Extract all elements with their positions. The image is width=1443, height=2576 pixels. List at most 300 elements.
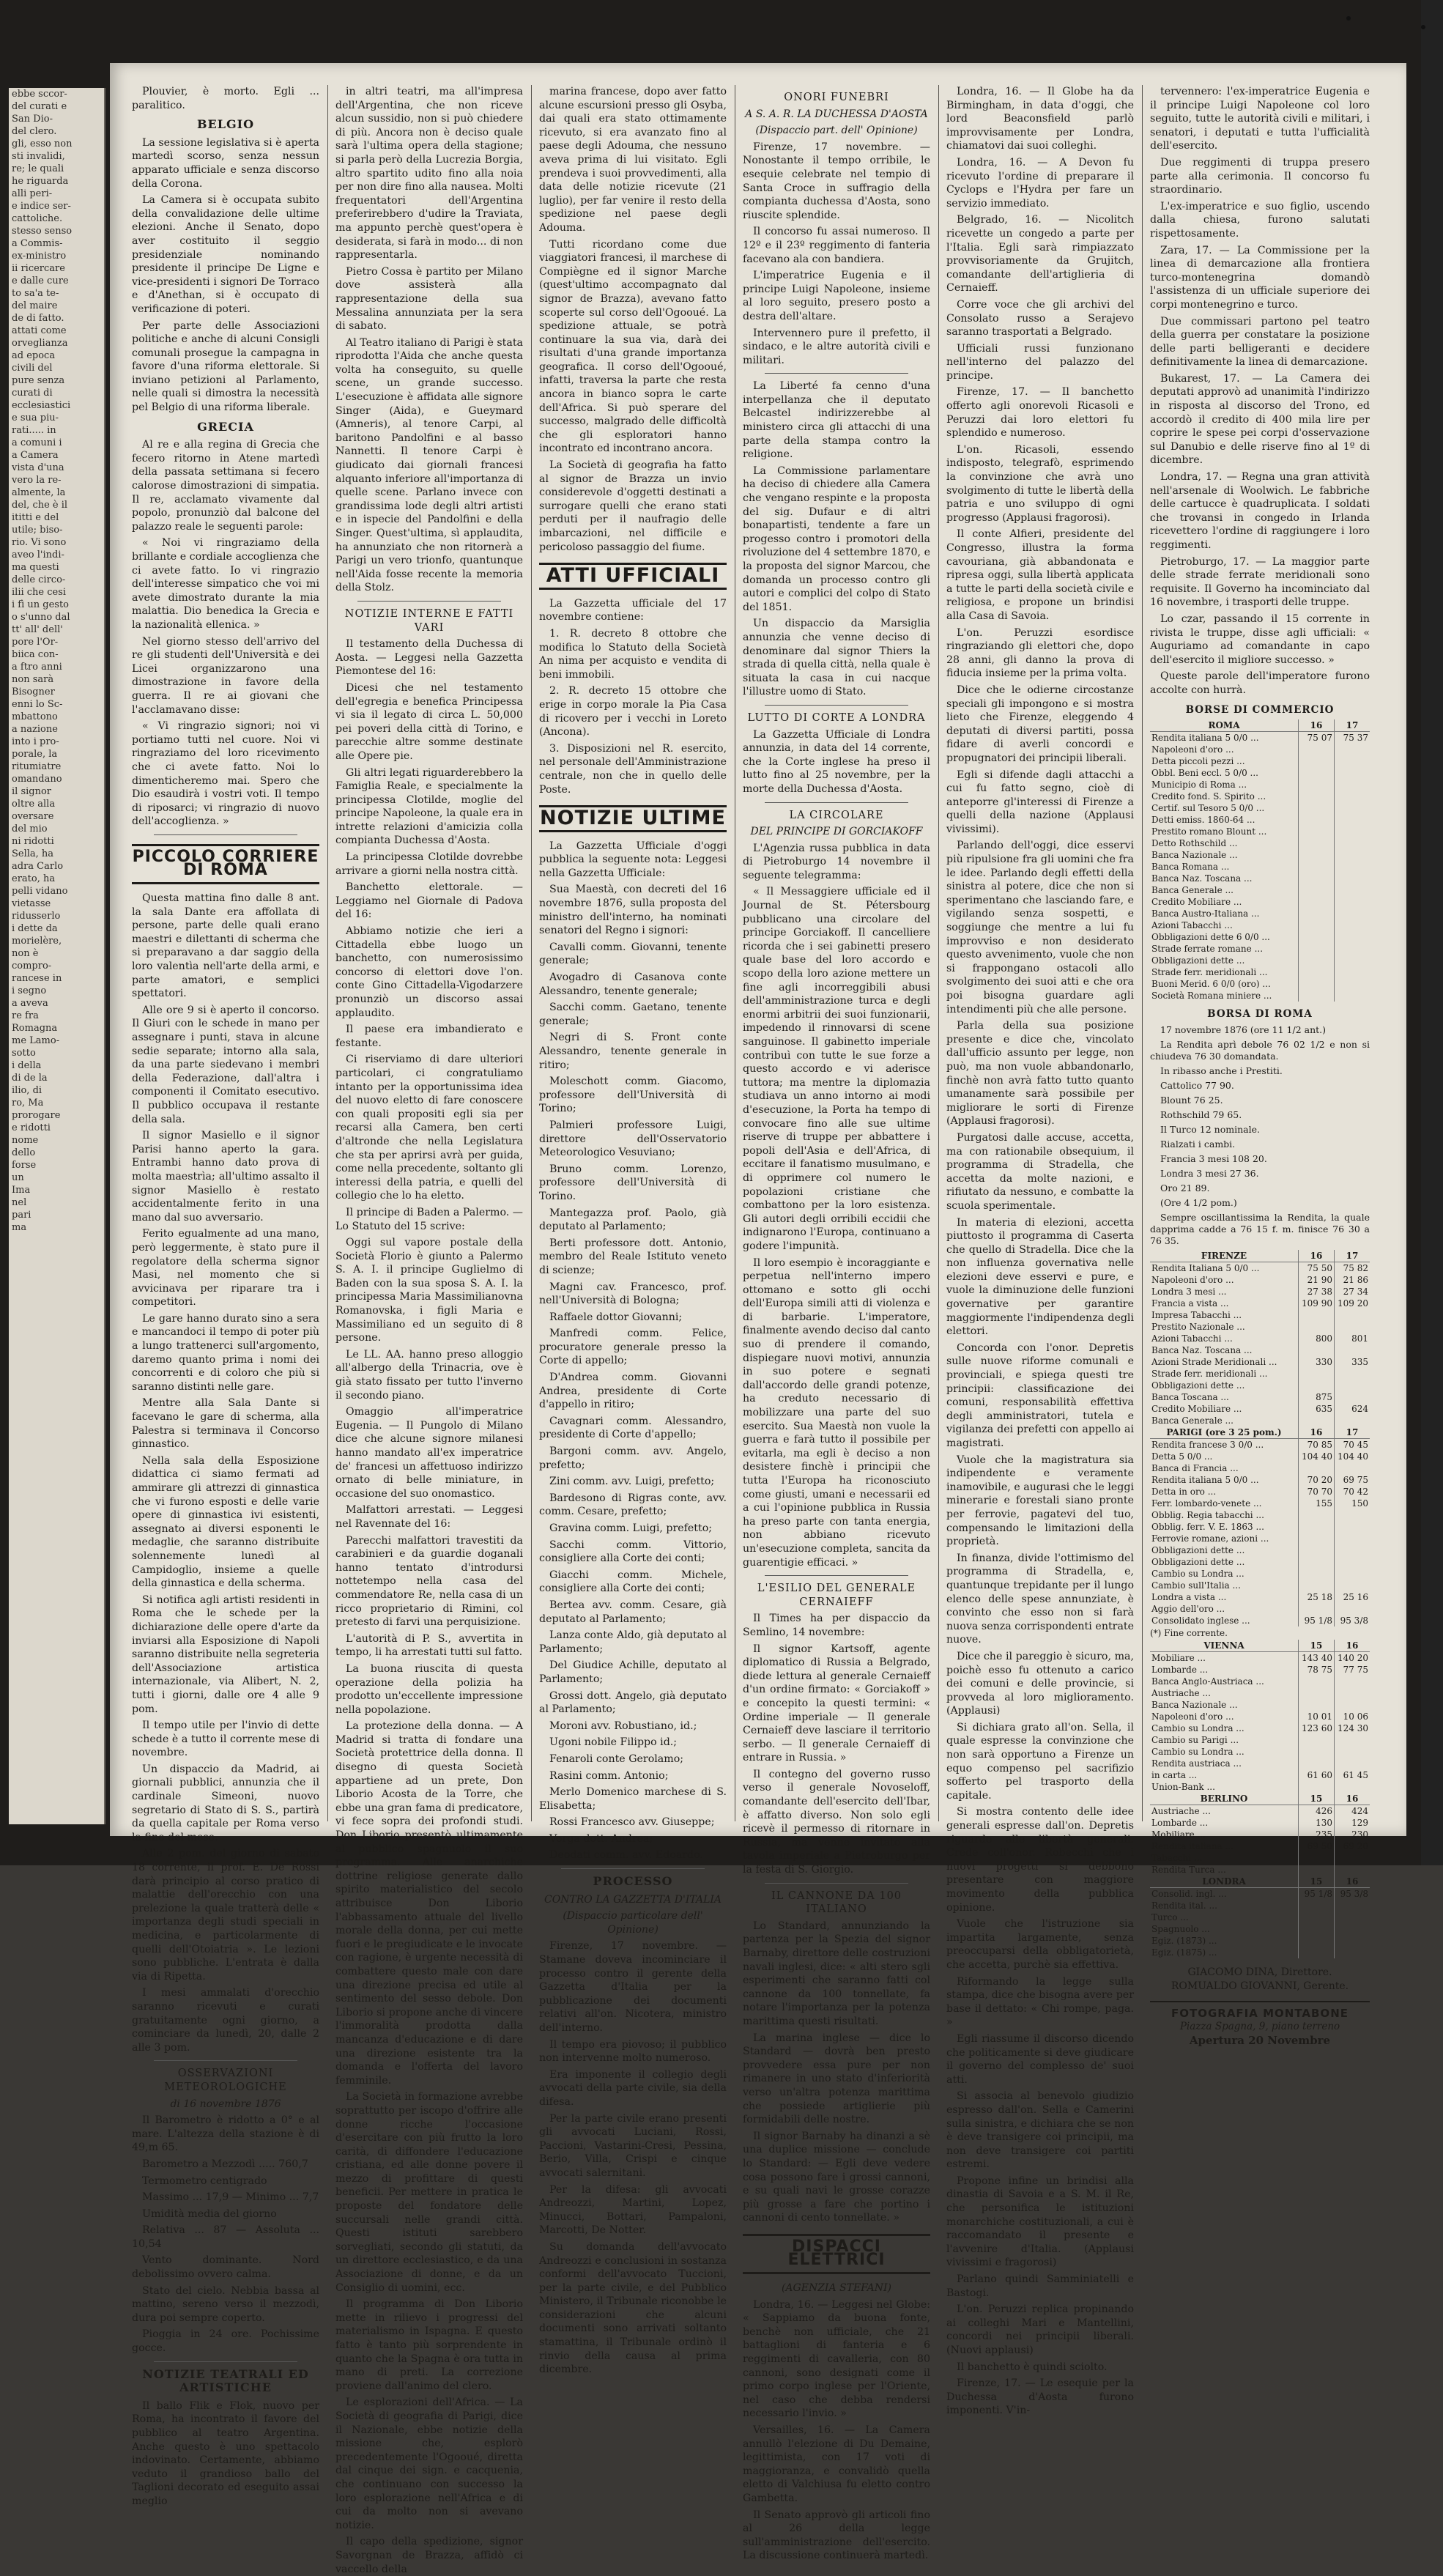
column-rule	[327, 85, 328, 1821]
paragraph: Giacchi comm. Michele, consigliere alla Corte dei conti;	[539, 1569, 727, 1595]
paragraph: Deodati comm. avv. Edoardo.	[549, 1849, 703, 1862]
facing-page-line: ex-ministro	[12, 251, 67, 262]
security-name: Banca Austro-Italiana ...	[1150, 908, 1299, 919]
paragraph: Alle 2 pom. del giorno di sabato 18 corrente, il prof. E. De Rossi darà principio al corso pratico di malattie dell'orecchio con una prelezione la quale tratterà delle « importanza degli studi speciali in medicina, e particolarmente di quelli dell'Otoiatria ». Le lezioni sono pubbliche. L'entrata è dalla via di Ripetta.	[132, 1848, 319, 1983]
paragraph: Vuole che l'istruzione sia impartita largamente, senza preoccuparsi della obbligatorietà, che accetta, purchè sia effettiva.	[946, 1918, 1134, 1971]
quote-value: 69 75	[1343, 1474, 1368, 1485]
quote-value	[1335, 849, 1370, 861]
ad-address: Piazza Spagna, 9, piano terreno	[1179, 2021, 1340, 2033]
facing-page-line: i fì un gesto	[12, 599, 70, 610]
table-row	[1150, 1391, 1370, 1403]
paragraph: Parlano quindi Samminiatelli e Bastogi.	[946, 2273, 1134, 2299]
paragraph: Il concorso fu assai numeroso. Il 12º e il 23º reggimento di fanteria facevano ala con bandiera.	[743, 226, 930, 265]
security-name: Prestito romano Blount ...	[1150, 826, 1299, 837]
facing-page-line: i dette da	[12, 923, 58, 934]
quote-value	[1299, 1746, 1335, 1758]
paragraph: Il Times ha per dispaccio da Semlino, 14 novembre:	[743, 1613, 930, 1638]
article-body	[743, 1920, 930, 2225]
article-body	[539, 1939, 727, 2376]
quote-value	[1335, 1415, 1370, 1426]
quote-value	[1299, 884, 1335, 896]
table-row	[1150, 896, 1370, 908]
quote-value	[1335, 1746, 1370, 1758]
paragraph: Francia 3 mesi 108 20.	[1160, 1152, 1267, 1164]
facing-page-line: morielère,	[12, 936, 62, 947]
paragraph: Pietroburgo, 17. — La maggior parte delle strade ferrate meridionali sono requisite. Il Governo ha incominciato dal 16 novembre, i trasporti delle truppe.	[1150, 555, 1370, 609]
facing-page-line: nel	[12, 1197, 27, 1208]
article-body	[132, 892, 319, 2054]
article-body	[743, 728, 930, 796]
director-signature: GIACOMO DINA, Direttore.	[1187, 1966, 1332, 1979]
paragraph: Tutti ricordano come due viaggiatori francesi, il marchese di Compiègne ed il signor Marche (quest'ultimo accompagnato dal signor de Brazza), avevano fatto scoperte sul corso dell'Ogooué. La spedizione attuale, se potrà continuare la sua via, darà dei risultati d'una grande importanza geografica. Il corso dell'Ogooué, infatti, traversa la parte che resta ancora in bianco sopra le carte dell'Africa. Si può sperare del successo, malgrado delle difficoltà che gli esploratori hanno incontrato ed incontrano ancora.	[539, 238, 727, 455]
paragraph: Le esplorazioni dell'Africa. — La Società di geografia di Parigi, dice il Nazionale, ebbe notizie della missione che, esplorò precedentemente l'Ogooué, diretta dal cinque dei sign. e cacquenia, che continuano con successo la loro esplorazione nell'Africa e di cui da molto non si avevano notizie.	[335, 2397, 523, 2531]
table-row	[1150, 1676, 1370, 1687]
security-name: Egiz. (1873) ...	[1150, 1935, 1299, 1947]
quote-value	[1299, 943, 1335, 955]
article-body	[539, 840, 727, 1862]
section-heading-borsa-roma: BORSA DI ROMA	[1207, 1008, 1313, 1021]
paragraph: La Società di geografia ha fatto al signor de Brazza un invio considerevole d'oggetti destinati a surrogare quelli che erano stati perduti per il naufragio delle imbarcazioni, nel difficile e pericoloso passaggio del fiume.	[539, 459, 727, 553]
article-body	[132, 2399, 319, 2509]
paragraph: In finanza, divide l'ottimismo del programma di Stradella, e, quantunque trepidante per il lungo elenco delle spese annunziate, è convinto che esso non si farà nuova senza corrispondenti entrate nuove.	[946, 1552, 1134, 1646]
table-row	[1150, 1333, 1370, 1344]
facing-page-line: compro-	[12, 961, 52, 971]
quote-value	[1299, 1415, 1335, 1426]
table-row	[1150, 1462, 1370, 1474]
manager-signature: ROMUALDO GIOVANNI, Gerente.	[1171, 1980, 1349, 1992]
quote-value: 61 60	[1299, 1769, 1335, 1781]
facing-page-line: re; le quali	[12, 163, 64, 174]
paragraph: Rossi Francesco avv. Giuseppe;	[549, 1816, 715, 1829]
table-row	[1150, 1521, 1370, 1533]
quote-value: 95 3/8	[1340, 1615, 1368, 1626]
security-name: Consolid. ingl. ...	[1150, 1888, 1299, 1900]
paragraph: Firenze, 17. — Il banchetto offerto agli onorevoli Ricasoli e Peruzzi dai loro elettori fu splendido e numeroso.	[946, 386, 1134, 440]
quote-value	[1299, 1580, 1335, 1591]
facing-page-line: del, che è il	[12, 500, 68, 511]
article-body	[743, 1612, 930, 1876]
paragraph: Londra, 16. — Leggesi nel Globe: « Sappiamo da buona fonte, benchè non ufficiale, che 21 battaglioni di fanteria e 6 reggimenti di cavalleria, con 80 cannoni, sono designati come il primo corpo inglese per l'Oriente, nel caso che debba rendersi necessario l'invio. »	[743, 2298, 930, 2420]
quote-value: 21 90	[1299, 1274, 1335, 1286]
paragraph: Zara, 17. — La Commissione per la linea di demarcazione alla frontiera turco-montenegrina domandò l'assistenza di un ufficiale superiore dei corpi montenegrino e turco.	[1150, 244, 1370, 311]
quote-value	[1299, 849, 1335, 861]
table-row	[1150, 1699, 1370, 1711]
article-text: Plouvier, è morto. Egli ... paralitico.	[132, 86, 319, 111]
security-name: Banca Anglo-Austriaca ...	[1150, 1676, 1299, 1687]
facing-page-line: ilio, di	[12, 1085, 42, 1096]
table-row	[1150, 1805, 1370, 1818]
facing-page-line: pari	[12, 1210, 31, 1221]
facing-page-line: orveglianza	[12, 338, 68, 349]
paragraph: Grossi dott. Angelo, già deputato al Parlamento;	[539, 1689, 727, 1716]
paragraph: Cattolico 77 90.	[1160, 1079, 1234, 1091]
quote-value	[1299, 1676, 1335, 1687]
table-header	[1150, 719, 1370, 732]
paragraph: Egli si difende dagli attacchi a cui fu fatto segno, cioè di anteporre gl'interessi di Firenze a quelli della nazione (Applausi vivissimi).	[946, 769, 1134, 835]
table-row	[1150, 826, 1370, 837]
facing-page-line: a Camera	[12, 450, 59, 461]
article-body	[1150, 1024, 1370, 1247]
security-name: Buoni Merid. 6 0/0 (oro) ...	[1150, 978, 1299, 990]
column-header: 16	[1299, 1426, 1335, 1439]
quote-value: 424	[1351, 1806, 1368, 1817]
quote-value: 104 40	[1338, 1451, 1368, 1462]
security-name: Cambio su Parigi ...	[1150, 1734, 1299, 1746]
security-name: Francia a vista ...	[1150, 1298, 1299, 1309]
column-5	[946, 85, 1134, 2417]
paragraph: Ufficiali russi funzionano nell'interno del palazzo del principe.	[946, 342, 1134, 382]
paragraph: Versailles, 16. — La Camera annullò l'elezione di Du Demaine, legittimista, con 17 voti di maggioranza, e convalidò quella eletto di Valchiusa fu eletto contro Gambetta.	[743, 2424, 930, 2504]
paragraph: Al re e alla regina di Grecia che fecero ritorno in Atene martedì della passata settimana si fecero calorose dimostrazioni di simpatia. Il re, acclamato vivamente dal popolo, pronunziò dal balcone del palazzo reale le seguenti parole:	[132, 439, 319, 533]
paragraph: Cavagnari comm. Alessandro, presidente di Corte d'appello;	[539, 1415, 727, 1441]
paragraph: La Società in formazione avrebbe soprattutto per iscopo d'offrire alle donne ricche l'occasione d'esercitare con più frutto la loro carità, di diffondere l'educazione cristiana, ed alle donne povere il mezzo di profittare di questi beneficii. Per mettere in pratica le proposte del fondatore delle succursali nelle grandi città. Questi istituti sarebbero sorvegliati, secondo gli statuti, da un direttore ecclesiastico, e da una Associazione di donne, e da un Consiglio di uomini, ecc.	[335, 2091, 523, 2294]
facing-page-line: biica con-	[12, 649, 59, 660]
quote-value	[1335, 1603, 1370, 1615]
facing-page-line: ma	[12, 1222, 27, 1233]
quote-value	[1335, 1509, 1370, 1521]
paragraph: Berti professore dott. Antonio, membro del Reale Istituto veneto di scienze;	[539, 1237, 727, 1276]
security-name: Credito Mobiliare ...	[1150, 896, 1299, 908]
quote-value: 143 40	[1299, 1652, 1335, 1665]
security-name: Strade ferr. meridionali ...	[1150, 966, 1299, 978]
table-title: BERLINO	[1150, 1793, 1299, 1805]
paragraph: L'ex-imperatrice e suo figlio, uscendo dalla chiesa, furono salutati rispettosamente.	[1150, 200, 1370, 240]
facing-page-line: del clero.	[12, 126, 57, 137]
divider	[154, 2060, 297, 2061]
facing-page-line: me Lamo-	[12, 1035, 60, 1046]
paragraph: Bardesono di Rigras conte, avv. comm. Cesare, prefetto;	[539, 1492, 727, 1518]
security-name: Londra a vista ...	[1150, 1591, 1299, 1603]
paragraph: Relativa ... 87 — Assoluta ... 10,54	[132, 2224, 319, 2250]
quote-value	[1335, 1533, 1370, 1544]
security-name: Napoleoni d'oro ...	[1150, 744, 1299, 755]
paragraph: Raffaele dottor Giovanni;	[549, 1311, 683, 1323]
paragraph: La Gazzetta ufficiale del 17 novembre contiene:	[539, 597, 727, 623]
quote-value: 800	[1299, 1333, 1335, 1344]
paragraph: Termometro centigrado	[142, 2175, 267, 2187]
table-row	[1150, 919, 1370, 931]
paragraph: Londra, 17. — Regna una gran attività nell'arsenale di Woolwich. Le fabbriche delle cartucce è quadruplicata. I soldati che trovansi in congedo in Irlanda ricevettero l'ordine di raggiungere i loro reggimenti.	[1150, 471, 1370, 551]
paragraph: Negri di S. Front conte Alessandro, tenente generale in ritiro;	[539, 1032, 727, 1071]
scan-speck	[1346, 16, 1351, 21]
paragraph: Bargoni comm. avv. Angelo, prefetto;	[539, 1446, 727, 1471]
paragraph: Merlo Domenico marchese di S. Elisabetta;	[539, 1786, 727, 1812]
facing-page-line: nome	[12, 1135, 39, 1146]
market-table-firenze	[1150, 1250, 1370, 1426]
quote-value: 75 37	[1343, 733, 1368, 744]
paragraph: Gli altri legati riguarderebbero la Famiglia Reale, e specialmente la principessa Clotilde, moglie del principe Napoleone, la quale era in intrette relazioni d'amicizia colla compianta Duchessa d'Aosta.	[335, 766, 523, 847]
facing-page-line: pore l'Or-	[12, 637, 59, 648]
divider	[765, 705, 908, 706]
section-heading-ultime: NOTIZIE ULTIME	[539, 805, 727, 832]
paragraph: Cavalli comm. Giovanni, tenente generale;	[539, 941, 727, 967]
quote-value	[1299, 1947, 1335, 1958]
page-columns	[132, 85, 1390, 2575]
facing-page-line: ecclesiastici	[12, 400, 71, 411]
paragraph: In ribasso anche i Prestiti.	[1160, 1065, 1283, 1076]
column-header: 15	[1299, 1876, 1335, 1888]
quote-value	[1299, 966, 1335, 978]
quote-value: 129	[1351, 1818, 1368, 1829]
paragraph: Oro 21 89.	[1160, 1182, 1210, 1193]
paragraph: Rialzati i cambi.	[1160, 1138, 1236, 1150]
quote-value	[1299, 1781, 1335, 1793]
section-subheading: A S. A. R. LA DUCHESSA D'AOSTA	[745, 108, 928, 120]
security-name: Union-Bank ...	[1150, 1781, 1299, 1793]
divider	[765, 1883, 908, 1884]
security-name: Obbligazioni dette ...	[1150, 1556, 1299, 1568]
facing-page-line: e ridotti	[12, 1122, 51, 1133]
table-row	[1150, 990, 1370, 1002]
table-row	[1150, 1888, 1370, 1900]
quote-value	[1335, 1368, 1370, 1380]
paragraph: La marina inglese — dice lo Standard — dovrà ben presto provvedere essa pure per non rimanere in uno stato d'inferiorità verso un'altra potenza marittima che possiede artiglierie più formidabili delle nostre.	[743, 2032, 930, 2126]
facing-page-line: vietasse	[12, 898, 51, 909]
facing-page-line: ritumiatre	[12, 761, 62, 772]
table-title: ROMA	[1150, 719, 1299, 732]
facing-page-line: San Dio-	[12, 114, 53, 125]
quote-value	[1299, 873, 1335, 884]
divider	[357, 601, 501, 602]
table-header	[1150, 1426, 1370, 1439]
table-row	[1150, 1900, 1370, 1911]
quote-value: 124 30	[1338, 1723, 1368, 1734]
paragraph: Per la difesa: gli avvocati Andreozzi, Martini, Lopez, Minucci, Bottari, Pampaloni, Marcotti, De Notter.	[539, 2183, 727, 2237]
facing-page-line: del curati e	[12, 101, 67, 112]
facing-page-line: pure senza	[12, 375, 65, 386]
table-header	[1150, 1793, 1370, 1805]
paragraph: 2. R. decreto 15 ottobre che erige in corpo morale la Pia Casa di ricovero per i vecchi in Loreto (Ancona).	[539, 685, 727, 739]
paragraph: Blount 76 25.	[1160, 1094, 1223, 1106]
facing-page-line: Romagna	[12, 1023, 58, 1034]
facing-page-line: gli, esso non	[12, 138, 73, 149]
quote-value: 123 60	[1299, 1722, 1335, 1734]
facing-page-line: Bisogner	[12, 686, 55, 697]
article-body	[539, 85, 727, 554]
table-title: FIRENZE	[1150, 1250, 1299, 1262]
paragraph: Sacchi comm. Vittorio, consigliere alla Corte dei conti;	[539, 1539, 727, 1565]
security-name: Obbligazioni dette ...	[1150, 1380, 1299, 1391]
quote-value: 70 45	[1343, 1439, 1368, 1450]
column-3	[539, 85, 727, 2376]
table-row	[1150, 978, 1370, 990]
paragraph: L'imperatrice Eugenia e il principe Luigi Napoleone, insieme al loro seguito, presero posto a destra dell'altare.	[743, 270, 930, 322]
quote-value	[1299, 1699, 1335, 1711]
quote-value	[1299, 990, 1335, 1002]
section-subheading: (AGENZIA STEFANI)	[781, 2282, 892, 2295]
table-row	[1150, 1781, 1370, 1793]
table-row	[1150, 1403, 1370, 1415]
section-heading-borse: BORSE DI COMMERCIO	[1185, 703, 1335, 716]
security-name: Mobiliare ...	[1150, 1652, 1299, 1665]
table-row	[1150, 908, 1370, 919]
quote-value	[1299, 1321, 1335, 1333]
quote-value: 77 75	[1343, 1665, 1368, 1676]
paragraph: Il principe di Baden a Palermo. — Lo Statuto del 15 scrive:	[335, 1206, 523, 1232]
section-subheading: (Dispaccio particolare dell' Opinione)	[563, 1910, 703, 1936]
facing-page-line: i della	[12, 1060, 42, 1071]
facing-page-line: a Commis-	[12, 238, 63, 249]
quote-value	[1335, 837, 1370, 849]
paragraph: Londra 3 mesi 27 36.	[1160, 1167, 1259, 1179]
paragraph: Due commissari partono pel teatro della guerra per constatare la posizione delle parti belligeranti e decidere definitivamente la linea di demarcazione.	[1150, 315, 1370, 369]
quote-value: 104 40	[1299, 1451, 1335, 1462]
quote-value: 330	[1299, 1356, 1335, 1368]
quote-value	[1335, 978, 1370, 990]
paragraph: Zini comm. avv. Luigi, prefetto;	[549, 1476, 715, 1488]
paragraph: Le LL. AA. hanno preso alloggio all'albergo della Trinacria, ove è già stato fissato per tutto l'inverno il secondo piano.	[335, 1348, 523, 1402]
quote-value	[1335, 1462, 1370, 1474]
quote-value	[1299, 755, 1335, 767]
table-row	[1150, 1368, 1370, 1380]
table-row	[1150, 1591, 1370, 1603]
security-name: Banca di Francia ...	[1150, 1462, 1299, 1474]
quote-value	[1299, 802, 1335, 814]
table-row	[1150, 1556, 1370, 1568]
quote-value	[1299, 1935, 1335, 1947]
facing-page-line: non è	[12, 948, 39, 959]
facing-page-line: mbattono	[12, 711, 58, 722]
section-subheading: DEL PRINCIPE DI GORCIAKOFF	[750, 826, 923, 838]
paragraph: Del Giudice Achille, deputato al Parlamento;	[539, 1659, 727, 1685]
article-body	[335, 637, 523, 2576]
security-name: Società Romana miniere ...	[1150, 990, 1299, 1002]
paragraph: Firenze, 17 novembre. — Nonostante il tempo orribile, le esequie celebrate nel tempio di Santa Croce in suffragio della compianta duchessa d'Aosta, sono riuscite splendide.	[743, 141, 930, 221]
paragraph: Dice che le odierne circostanze speciali gli impongono e si mostra lieto che Firenze, eleggendo 4 deputati di diversi partiti, possa fidare di averli concordi e propugnatori dei principii liberali.	[946, 684, 1134, 764]
market-table-vienna	[1150, 1640, 1370, 1793]
paragraph: L'on. Peruzzi esordisce ringraziando gli elettori che, dopo 28 anni, gli danno la prova di fiducia insieme per la prima volta.	[946, 626, 1134, 680]
quote-value	[1335, 755, 1370, 767]
facing-page-line: rio. Vi sono	[12, 537, 67, 548]
security-name: Detto Rothschild ...	[1150, 837, 1299, 849]
facing-page-line: e indice ser-	[12, 201, 71, 212]
security-name: in carta ...	[1150, 1769, 1299, 1781]
table-row	[1150, 767, 1370, 779]
table-row	[1150, 884, 1370, 896]
paragraph: La Gazzetta Ufficiale di Londra annunzia, in data del 14 corrente, che la Corte inglese ha preso il lutto fino al 25 novembre, per la morte della Duchessa d'Aosta.	[743, 728, 930, 795]
paragraph: Riformando la legge sulla stampa, dice che bisogna avere per base il dettato: « Chi rompe, paga. »	[946, 1975, 1134, 2029]
article-body	[335, 85, 523, 595]
security-name: Obbligazioni dette 6 0/0 ...	[1150, 931, 1299, 943]
table-title: PARIGI (ore 3 25 pom.)	[1150, 1426, 1299, 1439]
paragraph: Il programma di Don Liborio mette in rilievo i progressi del materialismo in Ispagna. E questo fatto è tanto più sorprendente in quanto che la Spagna è ora tutta in mano di preti. La correzione proviene dall'animo del clero.	[335, 2298, 523, 2392]
quote-value	[1335, 1699, 1370, 1711]
paragraph: Corre voce che gli archivi del Consolato russo a Serajevo saranno trasportati a Belgrado.	[946, 298, 1134, 338]
quote-value	[1335, 802, 1370, 814]
column-rule	[938, 85, 939, 1821]
paragraph: Il tempo era piovoso; il pubblico non intervenne molto numeroso.	[539, 2038, 727, 2065]
quote-value	[1335, 779, 1370, 791]
quote-value	[1299, 1556, 1335, 1568]
quote-value	[1299, 1923, 1335, 1935]
security-name: Banca Nazionale ...	[1150, 1699, 1299, 1711]
security-name: Ferrovie romane, azioni ...	[1150, 1533, 1299, 1544]
table-row	[1150, 1380, 1370, 1391]
table-row	[1150, 966, 1370, 978]
paragraph: Abbiamo notizie che ieri a Cittadella ebbe luogo un banchetto, con numerosissimo concorso di elettori dove l'on. conte Gino Cittadella-Vigodarzere pronunziò un discorso assai applaudito.	[335, 925, 523, 1019]
facing-page-line: a nazione	[12, 724, 58, 735]
section-subheading: (Dispaccio part. dell' Opinione)	[755, 125, 918, 137]
market-table-roma	[1150, 719, 1370, 1002]
article-body	[946, 85, 1134, 2418]
column-rule	[1142, 85, 1143, 1821]
paragraph: Magni cav. Francesco, prof. nell'Università di Bologna;	[539, 1281, 727, 1307]
table-row	[1150, 1474, 1370, 1486]
quote-value	[1299, 767, 1335, 779]
quote-value	[1299, 837, 1335, 849]
table-row	[1150, 1935, 1370, 1947]
quote-value	[1299, 1864, 1335, 1876]
paragraph: Firenze, 17. — Le esequie per la Duchessa d'Aosta furono imponenti. V'in-	[946, 2377, 1134, 2417]
quote-value	[1335, 1687, 1370, 1699]
table-header	[1150, 1876, 1370, 1888]
table-header	[1150, 1250, 1370, 1262]
quote-value	[1335, 1923, 1370, 1935]
quote-value	[1299, 1521, 1335, 1533]
table-row	[1150, 1664, 1370, 1676]
ad-opening: Apertura 20 Novembre	[1189, 2033, 1331, 2047]
table-row	[1150, 1687, 1370, 1699]
security-name: Austriache ...	[1150, 1805, 1299, 1818]
paragraph: Il contegno del governo russo verso il generale Novoseloff, comandante dell'esercito dell'Ibar, è affatto diverso. Non solo egli ricevè il permesso di ritornare in Russia, ma venne invitato alla tavola imperiale a Pietroburgo per la festa di S. Giorgio.	[743, 1768, 930, 1876]
security-name: Londra 3 mesi ...	[1150, 1286, 1299, 1298]
facing-page-line: rancese in	[12, 973, 62, 984]
table-row	[1150, 1286, 1370, 1298]
facing-page-line: a ftro anni	[12, 662, 62, 673]
facing-page-line: del maire	[12, 300, 58, 311]
section-subheading: di 16 novembre 1876	[170, 2098, 281, 2110]
quote-value	[1335, 1935, 1370, 1947]
quote-value: 61 45	[1343, 1770, 1368, 1781]
quote-value	[1335, 943, 1370, 955]
facing-page-line: ebbe sccor-	[12, 89, 67, 100]
paragraph: L'Agenzia russa pubblica in data di Pietroburgo 14 novembre il seguente telegramma:	[743, 842, 930, 881]
divider	[561, 1868, 705, 1869]
security-name: Impresa Tabacchi ...	[1150, 1309, 1299, 1321]
column-header: 16	[1335, 1793, 1370, 1805]
quote-value	[1299, 861, 1335, 873]
paragraph: D'Andrea comm. Giovanni Andrea, presidente di Corte d'appello in ritiro;	[539, 1372, 727, 1411]
facing-page-line: porale, la	[12, 749, 58, 760]
section-heading-belgio: BELGIO	[196, 117, 255, 132]
quote-value: 25 18	[1299, 1591, 1335, 1603]
table-row	[1150, 849, 1370, 861]
quote-value	[1335, 1544, 1370, 1556]
quote-value	[1335, 1580, 1370, 1591]
facing-page-line: re fra	[12, 1010, 39, 1021]
paragraph: Intervennero pure il prefetto, il sindaco, e le altre autorità civili e militari.	[743, 327, 930, 366]
table-row	[1150, 1356, 1370, 1368]
paragraph: Parlando dell'oggi, dice esservi più ripulsione fra gli uomini che fra le idee. Parlando degli effetti della sinistra al potere, dice che non si sperimentano che lasciando fare, e vigilando senza sospetti, e soggiunge che mentre a lui fu improvviso e non desiderato questo avvenimento, vuole che non si frappongano ostacoli allo svolgimento dei suoi atti e che ora poi bisogna guardare agli intendimenti più che alle persone.	[946, 840, 1134, 1015]
facing-page-line: sti invalidi,	[12, 151, 65, 162]
ad-title: FOTOGRAFIA MONTABONE	[1171, 2006, 1349, 2020]
security-name: Banca Naz. Toscana ...	[1150, 1344, 1299, 1356]
paragraph: Per la parte civile erano presenti gli avvocati Luciani, Rossi, Paccioni, Vastarini-Cresi, Pessina, Berio, Villa, Crispi e cinque avvocati salernitani.	[539, 2112, 727, 2179]
security-name: Prestito Nazionale ...	[1150, 1321, 1299, 1333]
paragraph: « Noi vi ringraziamo della brillante e cordiale accoglienza che ci avete fatto. Io vi ringrazio dell'interesse simpatico che voi mi avete dimostrato durante la mia malattia. Dio benedica la Grecia e la nazionalità ellenica. »	[132, 537, 319, 631]
quote-value	[1335, 966, 1370, 978]
paragraph: Il signor Kartsoff, agente diplomatico di Russia a Belgrado, diede lettura al generale Cernaieff d'un ordine firmato: « Gorciakoff » e concepito la questi termini: « Ordine imperiale — Il generale Cernaieff deve lasciare il territorio serbo. — Il generale Cernaieff di entrare in Russia. »	[743, 1643, 930, 1764]
quote-value	[1335, 1676, 1370, 1687]
facing-page-line: ridusserlo	[12, 911, 61, 922]
table-row	[1150, 1262, 1370, 1274]
quote-value	[1335, 1556, 1370, 1568]
quote-value: 875	[1299, 1391, 1335, 1403]
quote-value: 426	[1299, 1805, 1335, 1818]
quote-value	[1335, 767, 1370, 779]
paragraph: Bertea avv. comm. Cesare, già deputato al Parlamento;	[539, 1599, 727, 1625]
table-row	[1150, 1344, 1370, 1356]
